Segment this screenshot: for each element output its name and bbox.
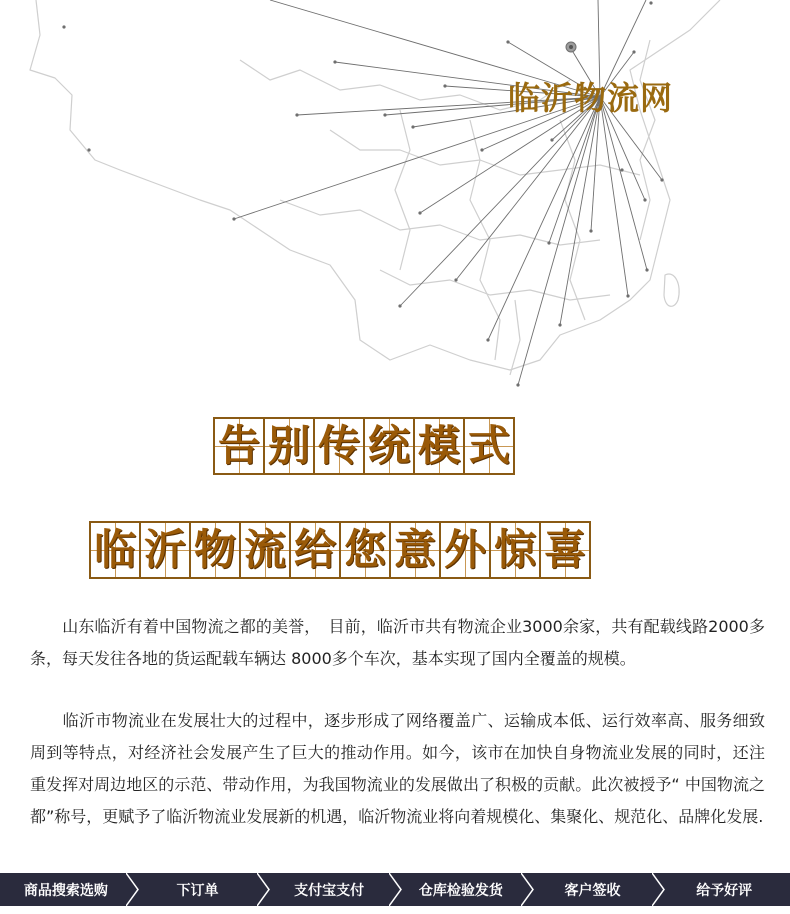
step-customer-receive[interactable]: [527, 873, 659, 906]
province-outlines: [30, 0, 720, 375]
headline-char: 统: [363, 417, 415, 475]
chevron-right-icon: [521, 873, 535, 906]
step-label: 客户签收: [564, 882, 621, 899]
hub-dot-icon: [566, 42, 576, 52]
headline-char: 喜: [539, 521, 591, 579]
headline-char: 流: [239, 521, 291, 579]
intro-paragraph: 山东临沂有着中国物流之都的美誉， 目前，临沂市共有物流企业3000余家，共有配载线路2000多条，每天发往各地的货运配载车辆达 8000多个车次，基本实现了国内全覆盖的规模。: [30, 617, 765, 668]
headline-char: 惊: [489, 521, 541, 579]
headline-char: 给: [289, 521, 341, 579]
step-give-review[interactable]: [658, 873, 790, 906]
china-map-graphic: [0, 0, 790, 400]
step-label: 仓库检验发货: [418, 882, 503, 899]
headline-char: 您: [339, 521, 391, 579]
chevron-right-icon: [257, 873, 271, 906]
route-endpoints: [62, 1, 663, 386]
step-warehouse-ship[interactable]: [395, 873, 527, 906]
chevron-right-icon: [652, 873, 666, 906]
chevron-right-icon: [126, 873, 140, 906]
step-label: 给予好评: [696, 882, 753, 899]
headline-char: 传: [313, 417, 365, 475]
development-paragraph: 临沂市物流业在发展壮大的过程中，逐步形成了网络覆盖广、运输成本低、运行效率高、服务细致周到等特点，对经济社会发展产生了巨大的推动作用。如今，该市在加快自身物流业发展的同时，还注重发挥对周边地区的示范、带动作用，为我国物流业的发展做出了积极的贡献。此次被授予“ 中国物流之都”称号，更赋予了临沂物流业发展新的机遇，临沂物流业将向着规模化、集聚化、规范化、品牌化发展.: [30, 711, 765, 826]
headline-char: 意: [389, 521, 441, 579]
route-lines: [234, 0, 662, 385]
headline-char: 别: [263, 417, 315, 475]
headline-surprise: [89, 521, 589, 579]
step-label: 支付宝支付: [294, 882, 365, 899]
logistics-route-map: [0, 0, 790, 400]
headline-char: 式: [463, 417, 515, 475]
headline-char: 外: [439, 521, 491, 579]
headline-farewell: [213, 417, 513, 475]
headline-char: 物: [189, 521, 241, 579]
step-alipay-payment[interactable]: [263, 873, 395, 906]
step-label: 下订单: [176, 882, 219, 899]
headline-char: 临: [89, 521, 141, 579]
headline-char: 模: [413, 417, 465, 475]
headline-char: 沂: [139, 521, 191, 579]
step-place-order[interactable]: [132, 873, 264, 906]
step-label: 商品搜索选购: [23, 882, 108, 899]
step-browse-products[interactable]: [0, 873, 132, 906]
headline-char: 告: [213, 417, 265, 475]
chevron-right-icon: [389, 873, 403, 906]
process-steps-bar: [0, 873, 790, 906]
map-brand-title: 临沂物流网: [508, 79, 674, 117]
